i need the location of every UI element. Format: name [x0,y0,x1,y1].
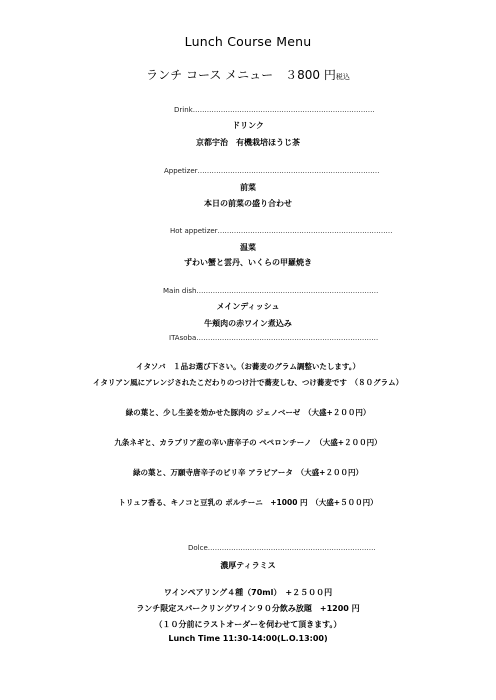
section-name-drink: ドリンク [232,121,264,130]
itasoba-intro-2: イタリアン風にアレンジされたこだわりのつけ汁で蕎麦しむ、つけ蕎麦です （８０グラム） [92,378,404,387]
section-label-main-dish: Main dish…………………………………………………………………… [163,287,379,295]
last-order-note: （１０分前にラストオーダーを伺わせて頂きます。） [154,620,342,629]
section-label-itasoba: ITAsoba…………………………………………………………………… [169,334,379,342]
section-name-main-dish: メインディッシュ [216,302,280,311]
section-name-appetizer: 前菜 [240,183,256,192]
course-price [0,66,496,83]
itasoba-option-4: トリュフ香る、キノコと豆乳の ポルチーニ +1000 円 （大盛+５００円） [118,498,378,507]
section-label-drink: Drink…………………………………………………………………… [174,106,375,114]
dolce-item: 濃厚ティラミス [220,561,276,570]
course-price-text: ランチ コース メニュー ３800 円 [146,68,336,82]
sparkling-free-flow: ランチ限定スパークリングワイン９０分飲み放題 +1200 円 [136,604,360,613]
wine-pairing: ワインペアリング４種（70ml） +２５００円 [163,588,333,597]
appetizer-item: 本日の前菜の盛り合わせ [204,199,292,208]
drink-item: 京都宇治 有機栽培ほうじ茶 [196,138,300,147]
section-label-appetizer: Appetizer…………………………………………………………………… [164,167,380,175]
hot-appetizer-item: ずわい蟹と雲丹、いくらの甲羅焼き [184,258,312,267]
section-name-hot-appetizer: 温菜 [240,243,256,252]
section-label-dolce: Dolce……………………………………………………………… [188,544,376,552]
lunch-time: Lunch Time 11:30-14:00(L.O.13:00) [168,634,328,643]
tax-note: 税込 [335,73,350,81]
itasoba-option-1: 緑の葉と、少し生姜を効かせた豚肉の ジェノベーゼ （大盛+２００円） [125,408,371,417]
itasoba-intro-1: イタソバ １品お選び下さい。（お蕎麦のグラム調整いたします。） [136,362,360,371]
main-dish-item: 牛頬肉の赤ワイン煮込み [204,319,292,328]
page-title: Lunch Course Menu [184,34,312,49]
itasoba-option-3: 緑の葉と、万願寺唐辛子のピリ辛 アラビアータ （大盛+２００円） [133,468,363,477]
section-label-hot-appetizer: Hot appetizer………………………………………………………………… [170,227,393,235]
itasoba-option-2: 九条ネギと、カラブリア産の辛い唐辛子の ペペロンチーノ （大盛+２００円） [114,438,382,447]
